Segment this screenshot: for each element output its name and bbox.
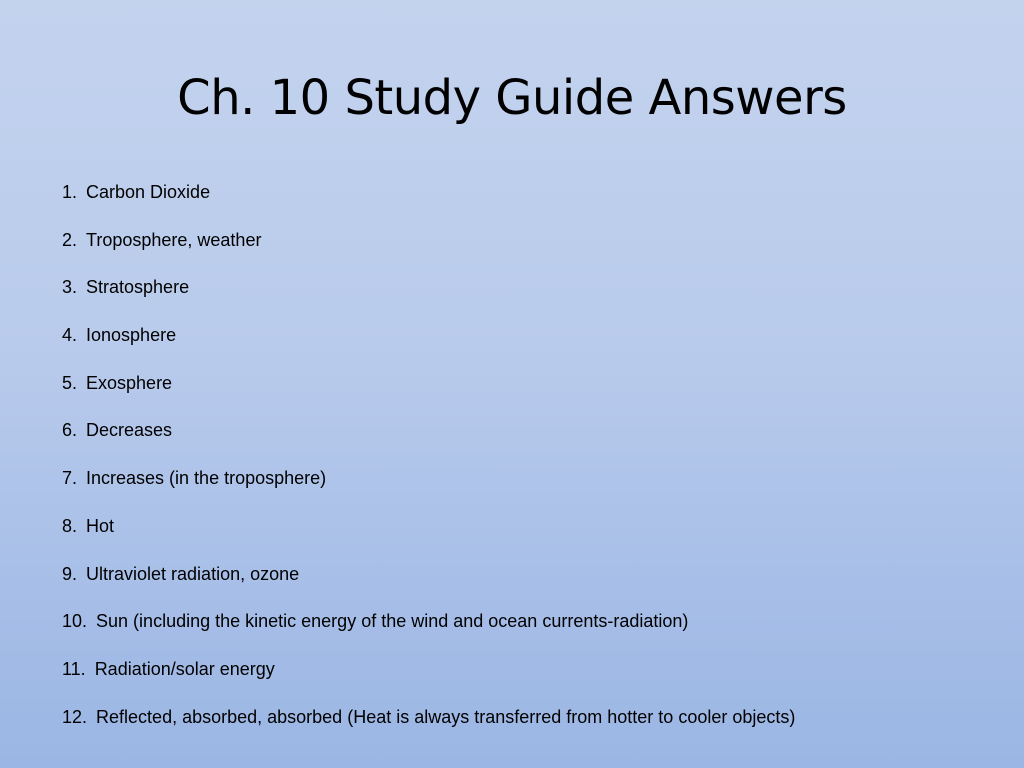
- answer-text: Ultraviolet radiation, ozone: [86, 563, 300, 584]
- answer-item: [62, 414, 795, 446]
- answer-text: Stratosphere: [86, 277, 190, 298]
- answer-text: Increases (in the troposphere): [86, 468, 327, 489]
- answer-text: Ionosphere: [86, 325, 177, 346]
- answer-item: [62, 558, 795, 590]
- answer-text: Decreases: [86, 420, 173, 441]
- answer-text: Troposphere, weather: [86, 229, 262, 250]
- answer-text: Reflected, absorbed, absorbed (Heat is always transferred from hotter to cooler objects): [96, 706, 796, 727]
- answer-text: Radiation/solar energy: [94, 658, 275, 679]
- answer-number: 4.: [62, 325, 78, 346]
- answer-item: [62, 605, 795, 637]
- answer-text: Exosphere: [86, 372, 173, 393]
- answer-number: 12.: [62, 706, 88, 727]
- answer-number: 3.: [62, 277, 78, 298]
- answer-number: 11.: [62, 658, 86, 679]
- answer-item: [62, 510, 795, 542]
- answer-number: 5.: [62, 372, 78, 393]
- answer-number: 8.: [62, 515, 78, 536]
- answer-list: [62, 176, 795, 748]
- answer-item: [62, 176, 795, 208]
- answer-item: [62, 701, 795, 733]
- answer-number: 7.: [62, 468, 78, 489]
- answer-text: Sun (including the kinetic energy of the wind and ocean currents-radiation): [96, 611, 689, 632]
- answer-item: [62, 224, 795, 256]
- answer-item: [62, 271, 795, 303]
- answer-number: 10.: [62, 611, 88, 632]
- answer-number: 9.: [62, 563, 78, 584]
- answer-item: [62, 462, 795, 494]
- answer-number: 2.: [62, 229, 78, 250]
- answer-number: 6.: [62, 420, 78, 441]
- answer-item: [62, 653, 795, 685]
- answer-text: Hot: [86, 515, 115, 536]
- slide-title: Ch. 10 Study Guide Answers: [177, 70, 847, 126]
- answer-number: 1.: [62, 182, 78, 202]
- answer-item: [62, 319, 795, 351]
- answer-item: [62, 367, 795, 399]
- answer-text: Carbon Dioxide: [86, 182, 211, 202]
